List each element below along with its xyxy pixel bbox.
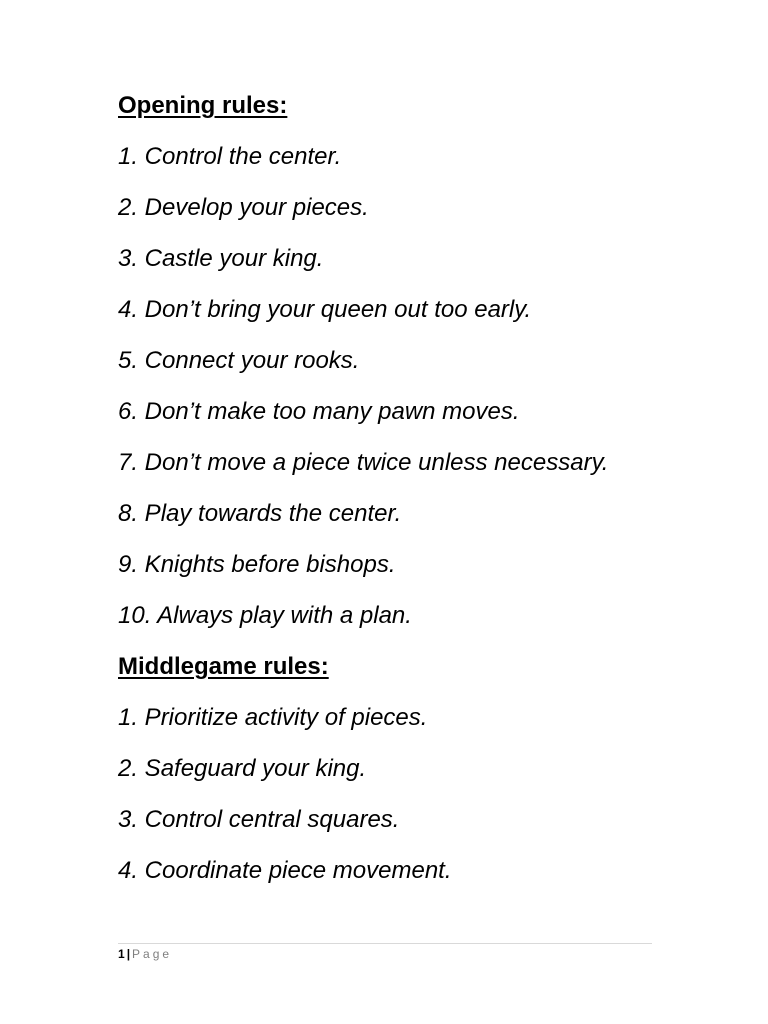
- middlegame-rules-heading: Middlegame rules:: [118, 653, 329, 680]
- footer-divider: [118, 943, 652, 944]
- opening-rule-item: 1. Control the center.: [118, 143, 342, 170]
- middlegame-rule-item: 3. Control central squares.: [118, 806, 400, 833]
- document-body: [118, 86, 618, 902]
- opening-rule-item: 4. Don’t bring your queen out too early.: [118, 296, 532, 323]
- opening-rule-item: 5. Connect your rooks.: [118, 347, 360, 374]
- middlegame-rules-list: [118, 698, 618, 891]
- opening-rule-item: 6. Don’t make too many pawn moves.: [118, 398, 520, 425]
- footer-separator: |: [126, 947, 131, 961]
- page-footer: [118, 946, 172, 962]
- page-label: Page: [132, 947, 173, 961]
- middlegame-rule-item: 1. Prioritize activity of pieces.: [118, 704, 428, 731]
- opening-rule-item: 10. Always play with a plan.: [118, 602, 412, 629]
- middlegame-rule-item: 2. Safeguard your king.: [118, 755, 367, 782]
- opening-rule-item: 2. Develop your pieces.: [118, 194, 369, 221]
- page-number: 1: [118, 947, 125, 961]
- opening-rule-item: 3. Castle your king.: [118, 245, 324, 272]
- middlegame-rule-item: 4. Coordinate piece movement.: [118, 857, 452, 884]
- opening-rules-heading: Opening rules:: [118, 92, 288, 119]
- opening-rule-item: 9. Knights before bishops.: [118, 551, 396, 578]
- opening-rule-item: 7. Don’t move a piece twice unless necessary.: [118, 449, 609, 476]
- opening-rules-list: [118, 137, 618, 636]
- opening-rule-item: 8. Play towards the center.: [118, 500, 402, 527]
